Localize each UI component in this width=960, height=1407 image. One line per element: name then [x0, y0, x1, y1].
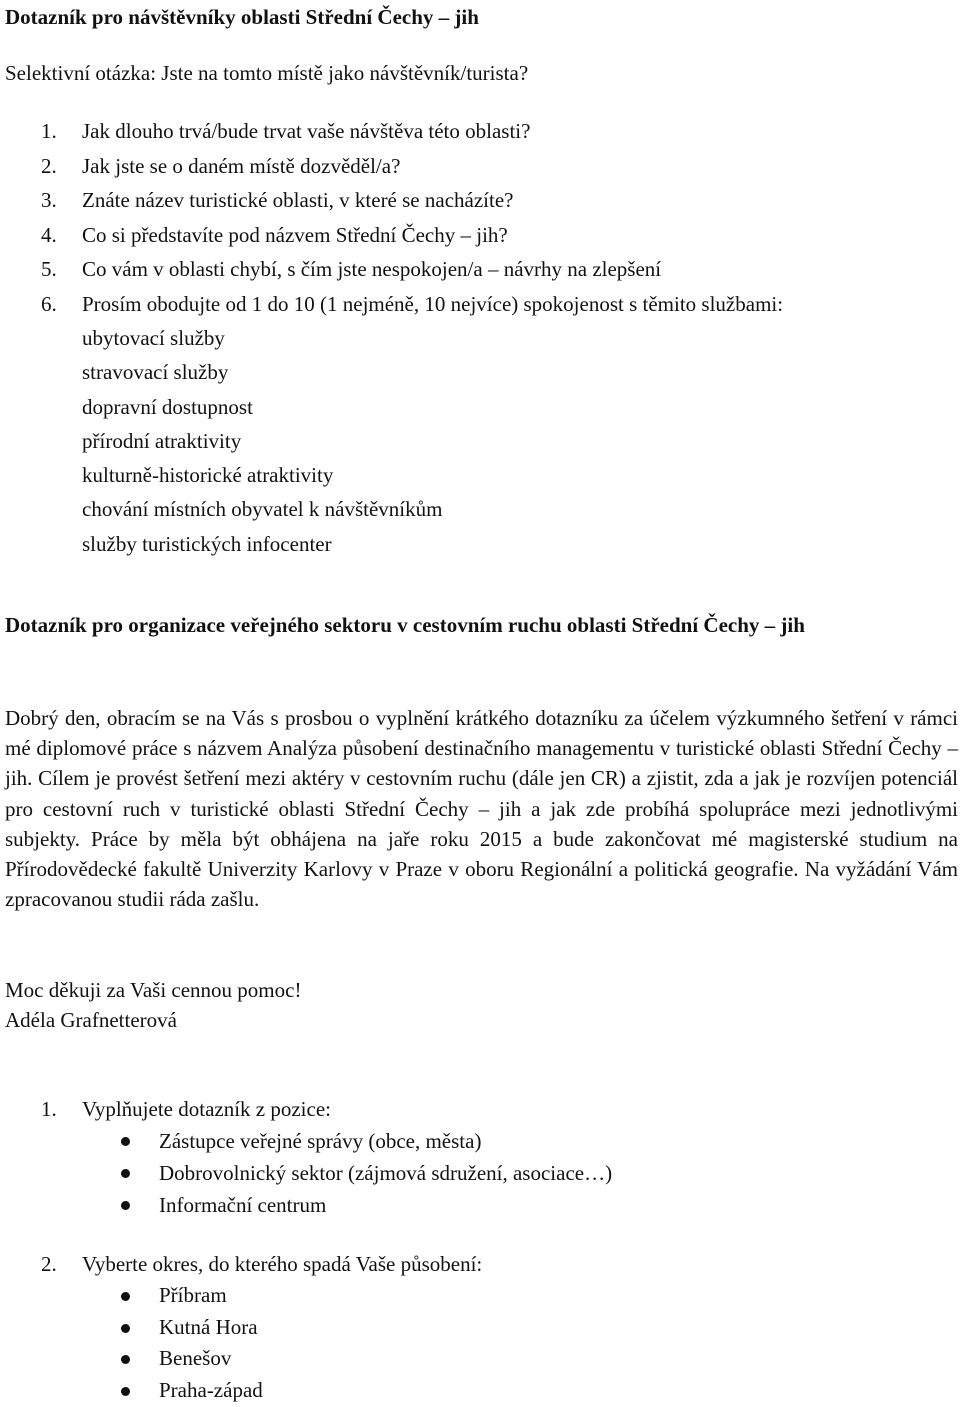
- question-text: Jak dlouho trvá/bude trvat vaše návštěva této oblasti?: [82, 119, 531, 143]
- option-label: Informační centrum: [159, 1193, 327, 1217]
- option-item: [5, 1312, 955, 1344]
- question-number: 4.: [41, 222, 57, 247]
- question-number: 6.: [41, 291, 57, 316]
- signature: Adéla Grafnetterová: [5, 1008, 177, 1032]
- service-item: přírodní atraktivity: [82, 428, 242, 453]
- thanks-line: Moc děkuji za Vaši cennou pomoc!: [5, 978, 302, 1002]
- visitor-survey-title: Dotazník pro návštěvníky oblasti Střední Čechy – jih: [5, 5, 479, 29]
- question-number: 2.: [41, 1252, 57, 1276]
- service-item: služby turistických infocenter: [82, 531, 332, 556]
- visitor-question: [5, 183, 955, 218]
- option-label: Kutná Hora: [159, 1314, 258, 1339]
- option-label: Příbram: [159, 1283, 227, 1307]
- visitor-question-list: [5, 114, 955, 561]
- question-number: 1.: [41, 1097, 57, 1121]
- question-text: Jak jste se o daném místě dozvěděl/a?: [82, 153, 401, 178]
- bullet-icon: [121, 1169, 130, 1178]
- service-item: chování místních obyvatel k návštěvníkům: [82, 497, 443, 522]
- question-text: Vyplňujete dotazník z pozice:: [82, 1097, 331, 1121]
- bullet-icon: [121, 1387, 130, 1396]
- question-line: [5, 1248, 955, 1280]
- service-item: ubytovací služby: [82, 326, 225, 350]
- option-item: [5, 1125, 955, 1157]
- service-item: stravovací služby: [82, 360, 229, 385]
- bullet-icon: [121, 1137, 130, 1146]
- visitor-question: [5, 114, 955, 149]
- district-question: [5, 1248, 955, 1407]
- option-label: Benešov: [159, 1346, 232, 1371]
- option-label: Dobrovolnický sektor (zájmová sdružení, asociace…): [159, 1161, 613, 1185]
- option-item: [5, 1280, 955, 1312]
- question-text: Prosím obodujte od 1 do 10 (1 nejméně, 10 nejvíce) spokojenost s těmito službami:: [82, 291, 784, 316]
- question-number: 5.: [41, 257, 57, 281]
- bullet-icon: [121, 1292, 130, 1301]
- option-item: [5, 1343, 955, 1375]
- visitor-question: [5, 149, 955, 184]
- question-line: [5, 1093, 955, 1125]
- option-item: [5, 1157, 955, 1189]
- option-label: Praha-západ: [159, 1378, 263, 1403]
- question-text: Vyberte okres, do kterého spadá Vaše působení:: [82, 1252, 483, 1276]
- question-number: 2.: [41, 153, 57, 178]
- bullet-icon: [121, 1201, 130, 1210]
- option-label: Zástupce veřejné správy (obce, města): [159, 1129, 482, 1153]
- service-item: kulturně-historické atraktivity: [82, 463, 334, 488]
- visitor-question: [5, 218, 955, 253]
- bullet-icon: [121, 1355, 130, 1364]
- intro-paragraph: Dobrý den, obracím se na Vás s prosbou o vyplnění krátkého dotazníku za účelem výzkumného šetření v rámci mé diplomové práce s názvem Analýza působení destinačního managementu v turistické oblasti Střední Čechy – jih. Cílem je provést šetření mezi aktéry v cestovním ruchu (dále jen CR) a zjistit, zda a jak je rozvíjen potenciál pro cestovní ruch v turistické oblasti Střední Čechy – jih a jak zde probíhá spolupráce mezi jednotlivými subjekty. Práce by měla být obhájena na jaře roku 2015 a bude zakončovat mé magisterské studium na Přírodovědecké fakultě Univerzity Karlovy v Praze v oboru Regionální a politická geografie. Na vyžádání Vám zpracovanou studii ráda zašlu.: [5, 706, 958, 912]
- bullet-icon: [121, 1324, 130, 1333]
- visitor-question: [5, 287, 955, 562]
- option-item: [5, 1189, 955, 1221]
- question-text: Znáte název turistické oblasti, v které se nacházíte?: [82, 188, 514, 212]
- visitor-question: [5, 252, 955, 287]
- question-number: 3.: [41, 188, 57, 212]
- question-text: Co vám v oblasti chybí, s čím jste nespokojen/a – návrhy na zlepšení: [82, 257, 662, 281]
- option-item: [5, 1375, 955, 1407]
- public-sector-survey-title: Dotazník pro organizace veřejného sektoru v cestovním ruchu oblasti Střední Čechy – jih: [5, 613, 805, 637]
- selective-question: Selektivní otázka: Jste na tomto místě jako návštěvník/turista?: [5, 61, 529, 85]
- question-text: Co si představíte pod názvem Střední Čechy – jih?: [82, 222, 508, 247]
- position-question: [5, 1093, 955, 1221]
- services-list: [82, 321, 955, 561]
- question-number: 1.: [41, 119, 57, 143]
- service-item: dopravní dostupnost: [82, 394, 253, 419]
